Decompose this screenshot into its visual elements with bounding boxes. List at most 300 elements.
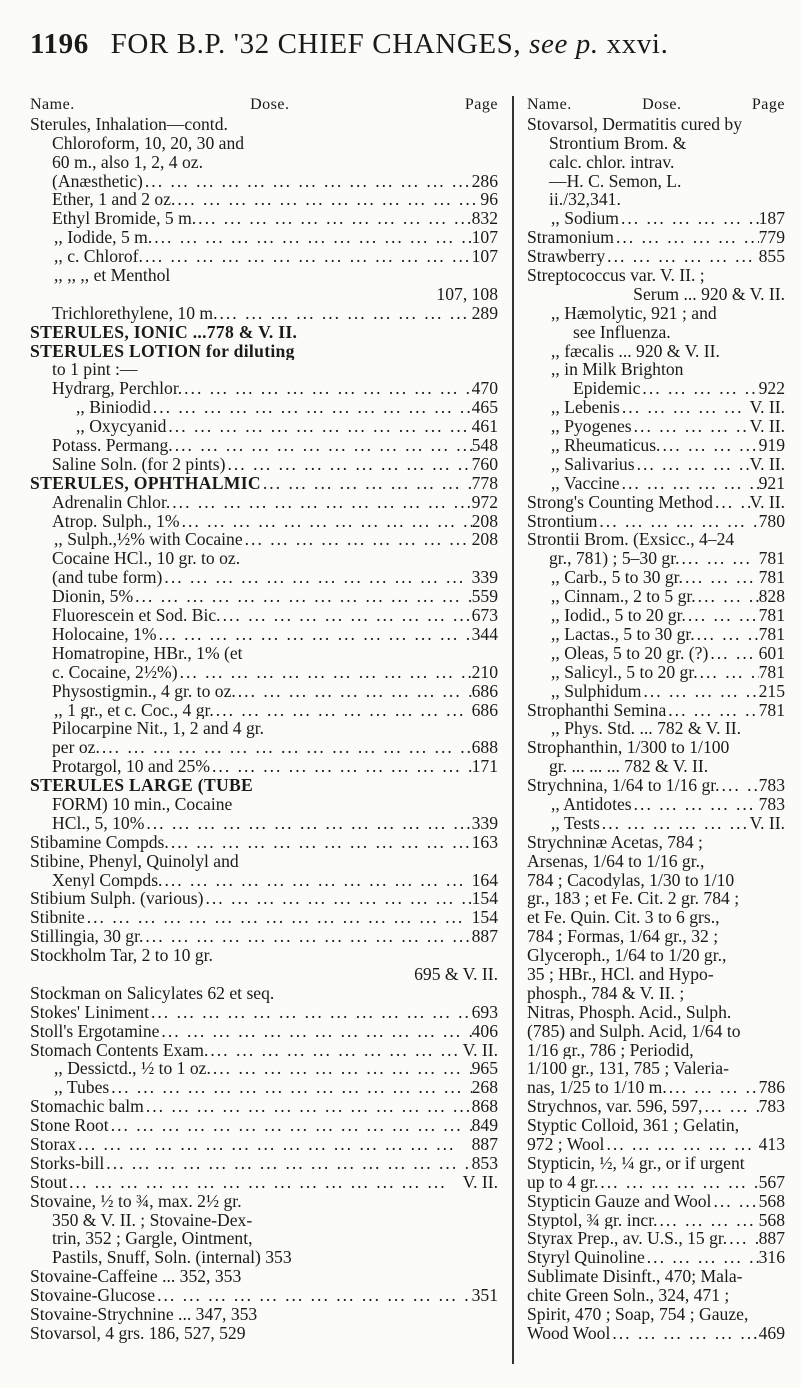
entry-name: Styrax Prep., av. U.S., 15 gr. bbox=[527, 1229, 728, 1249]
entry-name: Protargol, 10 and 25% bbox=[52, 757, 211, 777]
dot-leader bbox=[695, 625, 759, 644]
dot-leader bbox=[696, 587, 759, 606]
entry-page: 316 bbox=[758, 1248, 785, 1268]
dot-leader bbox=[169, 833, 472, 852]
entry-page: 780 bbox=[758, 511, 785, 531]
entry-page: 268 bbox=[471, 1078, 498, 1098]
index-text-line: 350 & V. II. ; Stovaine-Dex- bbox=[52, 1210, 253, 1230]
entry-name: gr., 781) ; 5–30 gr. bbox=[549, 549, 680, 569]
entry-name: Strophanthi Semina bbox=[527, 700, 667, 720]
entry-name: Atrop. Sulph., 1% bbox=[52, 511, 180, 531]
index-entry bbox=[527, 1229, 785, 1248]
entry-page: 783 bbox=[758, 1097, 785, 1117]
dot-leader bbox=[713, 493, 750, 512]
index-text-line: ,, fæcalis ... 920 & V. II. bbox=[551, 341, 720, 361]
entry-name: Stokes' Liniment bbox=[30, 1002, 149, 1022]
dot-leader bbox=[708, 644, 758, 663]
entry-name: Stibamine Compds. bbox=[30, 832, 169, 852]
entry-page: 164 bbox=[471, 870, 498, 890]
index-entry bbox=[30, 625, 498, 644]
index-text-line: gr. ... ... ... 782 & V. II. bbox=[549, 757, 709, 777]
column-header-name: Name. bbox=[527, 96, 572, 113]
dot-leader bbox=[711, 1192, 758, 1211]
entry-name: Stillingia, 30 gr. bbox=[30, 927, 144, 947]
index-text-line: Stovaine, ½ to ¾, max. 2½ gr. bbox=[30, 1191, 242, 1211]
index-entry bbox=[30, 172, 498, 191]
entry-name: Storax bbox=[30, 1134, 76, 1154]
index-text-line: Sterules, Inhalation—contd. bbox=[30, 114, 228, 134]
entry-name: ,, Dessictd., ½ to 1 oz. bbox=[54, 1059, 211, 1079]
entry-page: 548 bbox=[471, 436, 498, 455]
entry-name: Wood Wool bbox=[527, 1323, 611, 1343]
entry-page: 469 bbox=[758, 1323, 785, 1343]
entry-page: 406 bbox=[471, 1021, 498, 1041]
entry-page: 778 bbox=[471, 473, 498, 493]
index-entry bbox=[527, 1211, 785, 1230]
entry-page: 781 bbox=[758, 700, 785, 720]
entry-name: ,, Oleas, 5 to 20 gr. (?) bbox=[551, 643, 709, 663]
index-text-line: et Fe. Quin. Cit. 3 to 6 grs., bbox=[527, 908, 720, 928]
index-entry bbox=[30, 493, 498, 512]
dot-leader bbox=[166, 417, 471, 436]
index-entry bbox=[527, 663, 785, 682]
index-entry bbox=[30, 1041, 498, 1060]
dot-leader bbox=[597, 512, 758, 531]
entry-page: 887 bbox=[471, 927, 498, 947]
entry-page: 339 bbox=[471, 813, 498, 833]
entry-page: 351 bbox=[471, 1286, 498, 1305]
entry-name: Stoll's Ergotamine bbox=[30, 1021, 160, 1041]
header-see: see p. bbox=[529, 28, 599, 60]
entry-name: 972 ; Wool bbox=[527, 1134, 605, 1154]
entry-name: ,, Vaccine bbox=[551, 473, 620, 493]
entry-page: V. II. bbox=[462, 1172, 498, 1192]
entry-name: Trichlorethylene, 10 m. bbox=[52, 303, 218, 323]
index-entry bbox=[30, 871, 498, 890]
column-divider bbox=[512, 96, 514, 1364]
entry-name: Strawberry bbox=[527, 247, 606, 267]
entry-name: ,, Salicyl., 5 to 20 gr. bbox=[551, 662, 698, 682]
dot-leader bbox=[610, 1324, 758, 1343]
index-entry bbox=[30, 1286, 498, 1305]
entry-name: ,, Pyogenes bbox=[551, 417, 632, 437]
column-header-dose: Dose. bbox=[250, 96, 290, 113]
entry-name: Ethyl Bromide, 5 m. bbox=[52, 209, 197, 229]
index-entry bbox=[527, 701, 785, 720]
dot-leader bbox=[614, 228, 759, 247]
entry-name: Stramonium bbox=[527, 228, 614, 248]
entry-name: Stibnite bbox=[30, 908, 85, 928]
index-entry bbox=[30, 1003, 498, 1022]
entry-name: ,, Tubes bbox=[54, 1078, 110, 1098]
entry-page: 688 bbox=[471, 738, 498, 758]
index-text-line: 60 m., also 1, 2, 4 oz. bbox=[52, 152, 203, 172]
index-text-line: Stovaine-Caffeine ... 352, 353 bbox=[30, 1267, 242, 1287]
index-entry bbox=[30, 1059, 498, 1078]
index-entry bbox=[30, 379, 498, 398]
dot-leader bbox=[143, 172, 472, 191]
entry-page: 673 bbox=[471, 606, 498, 625]
index-entry bbox=[30, 889, 498, 908]
index-entry bbox=[30, 568, 498, 587]
entry-page: 215 bbox=[758, 681, 785, 701]
dot-leader bbox=[208, 1041, 462, 1060]
dot-leader bbox=[175, 190, 480, 209]
entry-name: Stovaine-Glucose bbox=[30, 1286, 156, 1305]
dot-leader bbox=[236, 682, 472, 701]
dot-leader bbox=[143, 927, 471, 946]
entry-name: Stomachic balm bbox=[30, 1097, 144, 1117]
dot-leader bbox=[679, 549, 758, 568]
header-title: FOR B.P. '32 CHIEF CHANGES, bbox=[110, 28, 522, 60]
entry-page: 686 bbox=[471, 681, 498, 701]
dot-leader bbox=[632, 795, 759, 814]
index-entry bbox=[527, 568, 785, 587]
entry-name: Fluorescein et Sod. Bic. bbox=[52, 606, 221, 625]
right-index-entries bbox=[527, 115, 785, 1343]
entry-name: STERULES, OPHTHALMIC bbox=[30, 473, 261, 493]
dot-leader bbox=[170, 493, 471, 512]
dot-leader bbox=[178, 663, 472, 682]
entry-page: 96 bbox=[480, 190, 498, 210]
entry-page: V. II. bbox=[749, 454, 785, 474]
dot-leader bbox=[620, 474, 759, 493]
index-text-line: see Influenza. bbox=[573, 322, 671, 342]
index-entry bbox=[30, 417, 498, 436]
dot-leader bbox=[640, 379, 758, 398]
index-text-line: Stibine, Phenyl, Quinolyl and bbox=[30, 851, 239, 871]
index-entry bbox=[527, 436, 785, 455]
index-entry bbox=[527, 776, 785, 795]
entry-name: Storks-bill bbox=[30, 1153, 105, 1173]
entry-page: 779 bbox=[758, 228, 785, 248]
index-entry bbox=[527, 682, 785, 701]
index-text-line: 784 ; Cacodylas, 1/30 to 1/10 bbox=[527, 870, 735, 890]
section-heading: STERULES LARGE (TUBE bbox=[30, 776, 254, 795]
index-entry bbox=[527, 1192, 785, 1211]
index-entry bbox=[30, 1116, 498, 1135]
index-text-line: to 1 pint :— bbox=[52, 360, 138, 380]
column-header-dose: Dose. bbox=[642, 96, 682, 113]
dot-leader bbox=[720, 776, 759, 795]
dot-leader bbox=[67, 1173, 462, 1192]
dot-leader bbox=[641, 682, 758, 701]
entry-page: V. II. bbox=[749, 398, 785, 418]
entry-page: 344 bbox=[471, 624, 498, 644]
entry-name: ,, Iodide, 5 m. bbox=[54, 228, 153, 248]
index-text-line: 1/100 gr., 131, 785 ; Valeria- bbox=[527, 1059, 729, 1079]
entry-name: Stout bbox=[30, 1172, 68, 1192]
dot-leader bbox=[182, 379, 471, 398]
left-column-header bbox=[30, 96, 498, 115]
entry-page: V. II. bbox=[749, 813, 785, 833]
index-text-line: Strontium Brom. & bbox=[549, 133, 687, 153]
entry-name: per oz. bbox=[52, 738, 100, 758]
index-entry bbox=[30, 587, 498, 606]
dot-leader bbox=[598, 1173, 758, 1192]
entry-name: ,, Biniodid bbox=[76, 398, 151, 418]
index-entry bbox=[30, 436, 498, 455]
index-text-line: Nitras, Phosph. Acid., Sulph. bbox=[527, 1002, 732, 1022]
dot-leader bbox=[144, 814, 471, 833]
index-text-line: Serum ... 920 & V. II. bbox=[633, 284, 785, 304]
index-entry bbox=[30, 1135, 498, 1154]
index-entry bbox=[30, 228, 498, 247]
dot-leader bbox=[605, 247, 758, 266]
entry-page: 783 bbox=[758, 794, 785, 814]
index-entry bbox=[30, 757, 498, 776]
index-entry bbox=[527, 379, 785, 398]
entry-page: 686 bbox=[471, 700, 498, 720]
entry-page: 187 bbox=[758, 209, 785, 229]
dot-leader bbox=[658, 1211, 759, 1230]
entry-page: 154 bbox=[471, 889, 498, 909]
index-entry bbox=[527, 795, 785, 814]
index-text-line: Stovarsol, Dermatitis cured by bbox=[527, 114, 742, 134]
dot-leader bbox=[683, 568, 759, 587]
entry-name: Hydrarg, Perchlor. bbox=[52, 379, 183, 399]
entry-page: 760 bbox=[471, 454, 498, 474]
dot-leader bbox=[604, 1135, 758, 1154]
index-entry bbox=[527, 606, 785, 625]
index-entry bbox=[527, 814, 785, 833]
entry-name: Dionin, 5% bbox=[52, 587, 134, 607]
entry-name: ,, Sodium bbox=[551, 209, 619, 229]
index-entry bbox=[527, 228, 785, 247]
entry-page: 855 bbox=[758, 247, 785, 267]
dot-leader bbox=[149, 1003, 472, 1022]
page-header bbox=[30, 20, 790, 68]
dot-leader bbox=[104, 1154, 471, 1173]
entry-page: 208 bbox=[471, 530, 498, 550]
entry-page: 849 bbox=[471, 1116, 498, 1135]
index-entry bbox=[30, 247, 498, 266]
entry-page: 601 bbox=[758, 643, 785, 663]
entry-page: 289 bbox=[471, 303, 498, 323]
index-entry bbox=[30, 738, 498, 757]
entry-name: ,, c. Chlorof. bbox=[54, 247, 143, 267]
entry-name: Stomach Contents Exam. bbox=[30, 1040, 209, 1060]
dot-leader bbox=[173, 436, 472, 455]
index-entry bbox=[527, 625, 785, 644]
index-entry bbox=[30, 682, 498, 701]
entry-name: Stypticin Gauze and Wool bbox=[527, 1191, 712, 1211]
index-entry bbox=[527, 1173, 785, 1192]
entry-name: ,, Carb., 5 to 30 gr. bbox=[551, 568, 683, 588]
index-text-line: 107, 108 bbox=[436, 284, 498, 304]
index-entry bbox=[30, 1022, 498, 1041]
dot-leader bbox=[210, 757, 472, 776]
entry-name: ,, Lactas., 5 to 30 gr. bbox=[551, 624, 695, 644]
entry-name: HCl., 5, 10% bbox=[52, 813, 145, 833]
dot-leader bbox=[109, 1116, 472, 1135]
dot-leader bbox=[702, 1097, 758, 1116]
header-page-ref: xxvi. bbox=[606, 28, 669, 60]
entry-page: 559 bbox=[471, 587, 498, 607]
index-text-line: Strontii Brom. (Exsicc., 4–24 bbox=[527, 530, 735, 550]
dot-leader bbox=[666, 701, 758, 720]
entry-page: 171 bbox=[471, 757, 498, 777]
index-text-line: Glyceroph., 1/64 to 1/20 gr., bbox=[527, 946, 727, 965]
dot-leader bbox=[225, 455, 471, 474]
index-entry bbox=[527, 247, 785, 266]
entry-name: Physostigmin., 4 gr. to oz. bbox=[52, 681, 236, 701]
index-entry bbox=[30, 474, 498, 493]
entry-page: 567 bbox=[758, 1172, 785, 1192]
dot-leader bbox=[635, 455, 750, 474]
index-entry bbox=[30, 209, 498, 228]
entry-page: 828 bbox=[758, 587, 785, 607]
dot-leader bbox=[133, 587, 471, 606]
entry-name: up to 4 gr. bbox=[527, 1172, 599, 1192]
right-column-header bbox=[527, 96, 785, 115]
entry-page: 107 bbox=[471, 247, 498, 267]
index-entry bbox=[527, 644, 785, 663]
entry-name: ,, Antidotes bbox=[551, 794, 632, 814]
index-entry bbox=[527, 1097, 785, 1116]
entry-name: ,, Sulph.,½% with Cocaine bbox=[54, 530, 243, 550]
index-text-line: Stovaine-Strychnine ... 347, 353 bbox=[30, 1305, 258, 1324]
index-text-line: Stovarsol, 4 grs. 186, 527, 529 bbox=[30, 1323, 246, 1343]
index-text-line: ,, Phys. Std. ... 782 & V. II. bbox=[551, 719, 741, 739]
column-header-name: Name. bbox=[30, 96, 75, 113]
entry-name: (and tube form) bbox=[52, 568, 163, 588]
index-text-line: Homatropine, HBr., 1% (et bbox=[52, 643, 243, 663]
index-entry bbox=[527, 1324, 785, 1343]
index-entry bbox=[527, 587, 785, 606]
entry-page: 154 bbox=[471, 908, 498, 928]
index-text-line: Strychninæ Acetas, 784 ; bbox=[527, 832, 703, 852]
index-text-line: Streptococcus var. V. II. ; bbox=[527, 266, 705, 285]
entry-name: nas, 1/25 to 1/10 m. bbox=[527, 1078, 667, 1098]
entry-page: 339 bbox=[471, 568, 498, 588]
dot-leader bbox=[196, 209, 471, 228]
index-entry bbox=[527, 398, 785, 417]
index-text-line: 695 & V. II. bbox=[414, 964, 498, 984]
index-entry bbox=[30, 833, 498, 852]
left-index-entries bbox=[30, 115, 498, 1343]
dot-leader bbox=[162, 568, 471, 587]
index-text-line: Cocaine HCl., 10 gr. to oz. bbox=[52, 549, 241, 569]
index-entry bbox=[30, 1154, 498, 1173]
index-entry bbox=[30, 304, 498, 323]
entry-page: 783 bbox=[758, 776, 785, 795]
entry-page: 568 bbox=[758, 1191, 785, 1211]
index-text-line: Spirit, 470 ; Soap, 754 ; Gauze, bbox=[527, 1305, 749, 1324]
entry-page: 465 bbox=[471, 398, 498, 418]
index-text-line: ii./32,341. bbox=[549, 190, 621, 210]
entry-name: Holocaine, 1% bbox=[52, 624, 157, 644]
entry-page: 286 bbox=[471, 171, 498, 191]
index-entry bbox=[527, 455, 785, 474]
entry-page: 922 bbox=[758, 379, 785, 399]
index-entry bbox=[527, 417, 785, 436]
dot-leader bbox=[261, 474, 472, 493]
dot-leader bbox=[144, 1097, 472, 1116]
index-entry bbox=[527, 493, 785, 512]
section-heading: STERULES LOTION for diluting bbox=[30, 341, 295, 361]
index-text-line: calc. chlor. intrav. bbox=[549, 152, 675, 172]
entry-page: 832 bbox=[471, 209, 498, 229]
index-entry bbox=[30, 1173, 498, 1192]
index-text-line: FORM) 10 min., Cocaine bbox=[52, 794, 233, 814]
index-text-line: Pilocarpine Nit., 1, 2 and 4 gr. bbox=[52, 719, 265, 739]
entry-name: Saline Soln. (for 2 pints) bbox=[52, 454, 226, 474]
index-entry bbox=[527, 1248, 785, 1267]
dot-leader bbox=[157, 625, 472, 644]
entry-page: 208 bbox=[471, 511, 498, 531]
index-entry bbox=[527, 512, 785, 531]
entry-name: ,, Iodid., 5 to 20 gr. bbox=[551, 606, 686, 625]
index-entry bbox=[30, 908, 498, 927]
entry-name: Strychnina, 1/64 to 1/16 gr. bbox=[527, 776, 720, 795]
index-text-line: (785) and Sulph. Acid, 1/64 to bbox=[527, 1021, 741, 1041]
column-header-page: Page bbox=[751, 96, 785, 113]
entry-page: 781 bbox=[758, 662, 785, 682]
dot-leader bbox=[151, 398, 472, 417]
index-text-line: Styptic Colloid, 361 ; Gelatin, bbox=[527, 1116, 740, 1135]
entry-name: c. Cocaine, 2½%) bbox=[52, 662, 178, 682]
dot-leader bbox=[204, 889, 472, 908]
dot-leader bbox=[100, 738, 472, 757]
dot-leader bbox=[600, 814, 750, 833]
entry-name: Styptol, ¾ gr. incr. bbox=[527, 1210, 658, 1230]
dot-leader bbox=[620, 398, 750, 417]
index-text-line: Chloroform, 10, 20, 30 and bbox=[52, 133, 245, 153]
index-text-line: ,, in Milk Brighton bbox=[551, 360, 684, 380]
dot-leader bbox=[214, 701, 472, 720]
index-entry bbox=[30, 455, 498, 474]
index-entry bbox=[30, 190, 498, 209]
index-text-line: Arsenas, 1/64 to 1/16 gr., bbox=[527, 851, 705, 871]
index-entry bbox=[527, 474, 785, 493]
entry-page: 868 bbox=[471, 1097, 498, 1117]
dot-leader bbox=[727, 1229, 758, 1248]
entry-name: Strong's Counting Method bbox=[527, 492, 713, 512]
index-text-line: Stypticin, ½, ¼ gr., or if urgent bbox=[527, 1153, 745, 1173]
entry-page: 781 bbox=[758, 606, 785, 625]
index-text-line: Strophanthin, 1/300 to 1/100 bbox=[527, 738, 730, 758]
entry-page: V. II. bbox=[462, 1040, 498, 1060]
entry-page: 921 bbox=[758, 473, 785, 493]
index-text-line: 1/16 gr., 786 ; Periodid, bbox=[527, 1040, 694, 1060]
entry-page: 210 bbox=[471, 662, 498, 682]
index-entry bbox=[527, 549, 785, 568]
entry-page: 693 bbox=[471, 1002, 498, 1022]
dot-leader bbox=[109, 1078, 471, 1097]
entry-name: Strychnos, var. 596, 597, bbox=[527, 1097, 703, 1117]
index-entry bbox=[30, 512, 498, 531]
dot-leader bbox=[221, 606, 472, 625]
index-entry bbox=[527, 209, 785, 228]
index-entry bbox=[527, 1078, 785, 1097]
index-entry bbox=[527, 1135, 785, 1154]
index-text-line: chite Green Soln., 324, 471 ; bbox=[527, 1286, 730, 1305]
entry-name: ,, Cinnam., 2 to 5 gr. bbox=[551, 587, 696, 607]
index-text-line: ,, Hæmolytic, 921 ; and bbox=[551, 303, 717, 323]
index-entry bbox=[30, 1097, 498, 1116]
entry-name: ,, Salivarius bbox=[551, 454, 635, 474]
entry-page: 781 bbox=[758, 549, 785, 569]
entry-name: ,, Rheumaticus. bbox=[551, 436, 661, 455]
dot-leader bbox=[162, 871, 471, 890]
entry-name: Xenyl Compds. bbox=[52, 870, 163, 890]
dot-leader bbox=[218, 304, 472, 323]
entry-name: ,, Tests bbox=[551, 813, 600, 833]
column-header-page: Page bbox=[464, 96, 498, 113]
entry-page: 887 bbox=[471, 1134, 498, 1154]
entry-name: Adrenalin Chlor. bbox=[52, 492, 171, 512]
